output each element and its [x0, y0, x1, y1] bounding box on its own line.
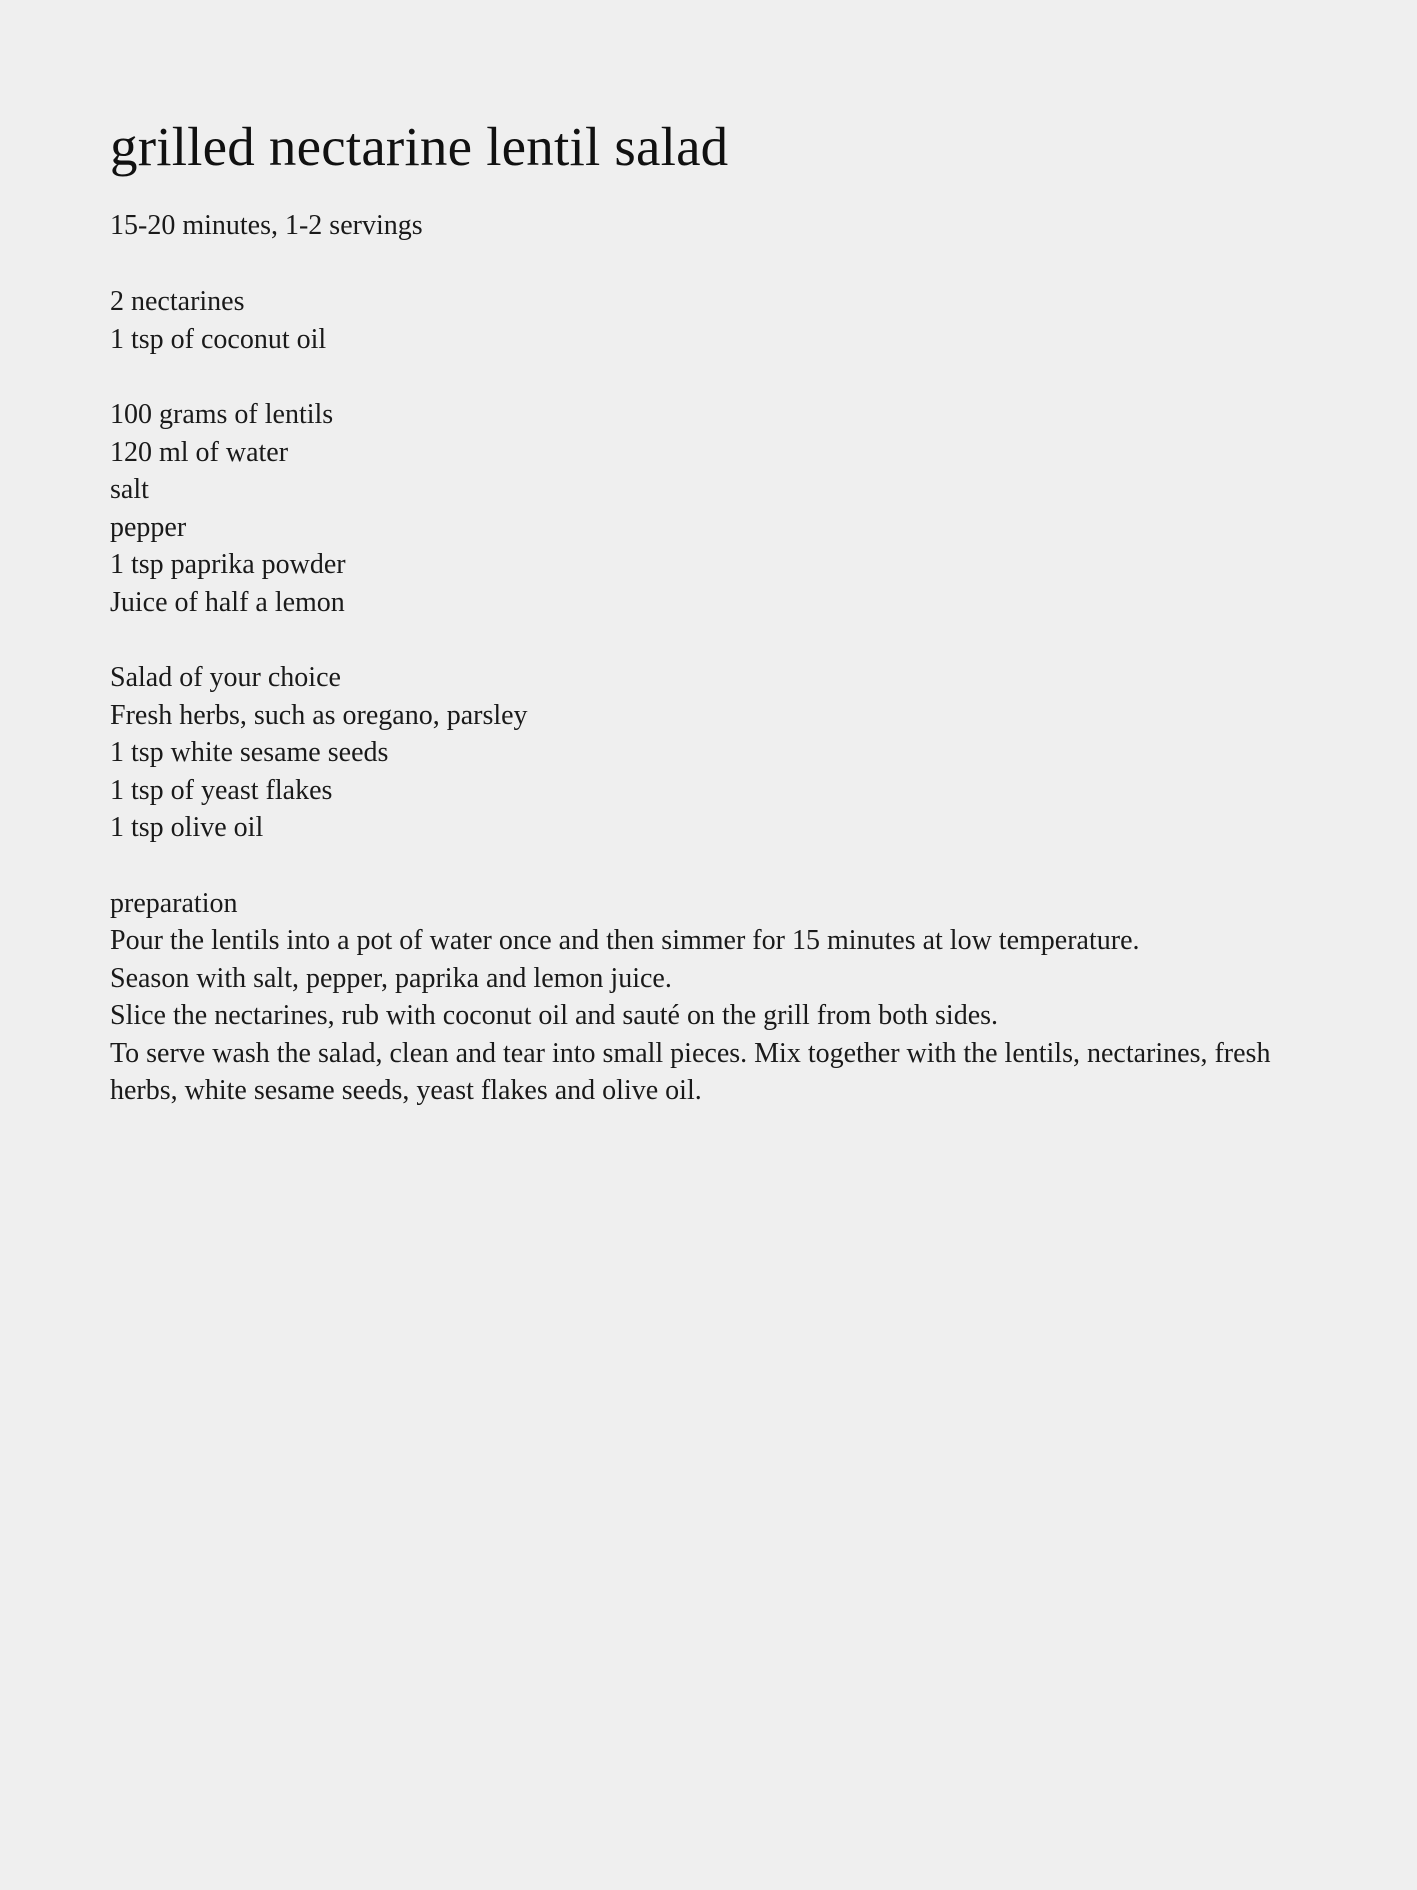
- ingredient-group-lentils: [110, 396, 1417, 621]
- ingredient-item: 1 tsp paprika powder: [110, 549, 346, 580]
- preparation-step: Season with salt, pepper, paprika and lemon juice.: [110, 962, 672, 994]
- preparation-step: Pour the lentils into a pot of water once and then simmer for 15 minutes at low temperature.: [110, 925, 1140, 956]
- recipe-meta: 15-20 minutes, 1-2 servings: [110, 210, 423, 241]
- ingredient-item: salt: [110, 474, 149, 505]
- ingredient-item: 2 nectarines: [110, 286, 245, 317]
- ingredient-item: 1 tsp of yeast flakes: [110, 774, 333, 806]
- ingredient-item: 1 tsp white sesame seeds: [110, 737, 389, 768]
- preparation-steps: [110, 922, 1290, 1110]
- ingredient-item: 1 tsp of coconut oil: [110, 323, 327, 355]
- ingredient-group-nectarines: [110, 283, 1417, 358]
- preparation-heading: preparation: [110, 887, 238, 919]
- preparation-section: [110, 885, 1417, 1110]
- recipe-title: grilled nectarine lentil salad: [110, 116, 729, 177]
- ingredient-item: 120 ml of water: [110, 436, 289, 468]
- ingredient-item: 1 tsp olive oil: [110, 812, 264, 843]
- ingredient-item: pepper: [110, 511, 187, 543]
- ingredient-item: 100 grams of lentils: [110, 399, 334, 430]
- ingredient-group-salad: [110, 659, 1417, 847]
- preparation-step: To serve wash the salad, clean and tear into small pieces. Mix together with the lentils, nectarines, fresh herbs, white sesame seeds, yeast flakes and olive oil.: [110, 1037, 1271, 1106]
- ingredient-item: Juice of half a lemon: [110, 586, 345, 618]
- ingredient-item: Salad of your choice: [110, 662, 341, 693]
- preparation-step: Slice the nectarines, rub with coconut oil and sauté on the grill from both sides.: [110, 1000, 999, 1031]
- ingredient-item: Fresh herbs, such as oregano, parsley: [110, 699, 528, 731]
